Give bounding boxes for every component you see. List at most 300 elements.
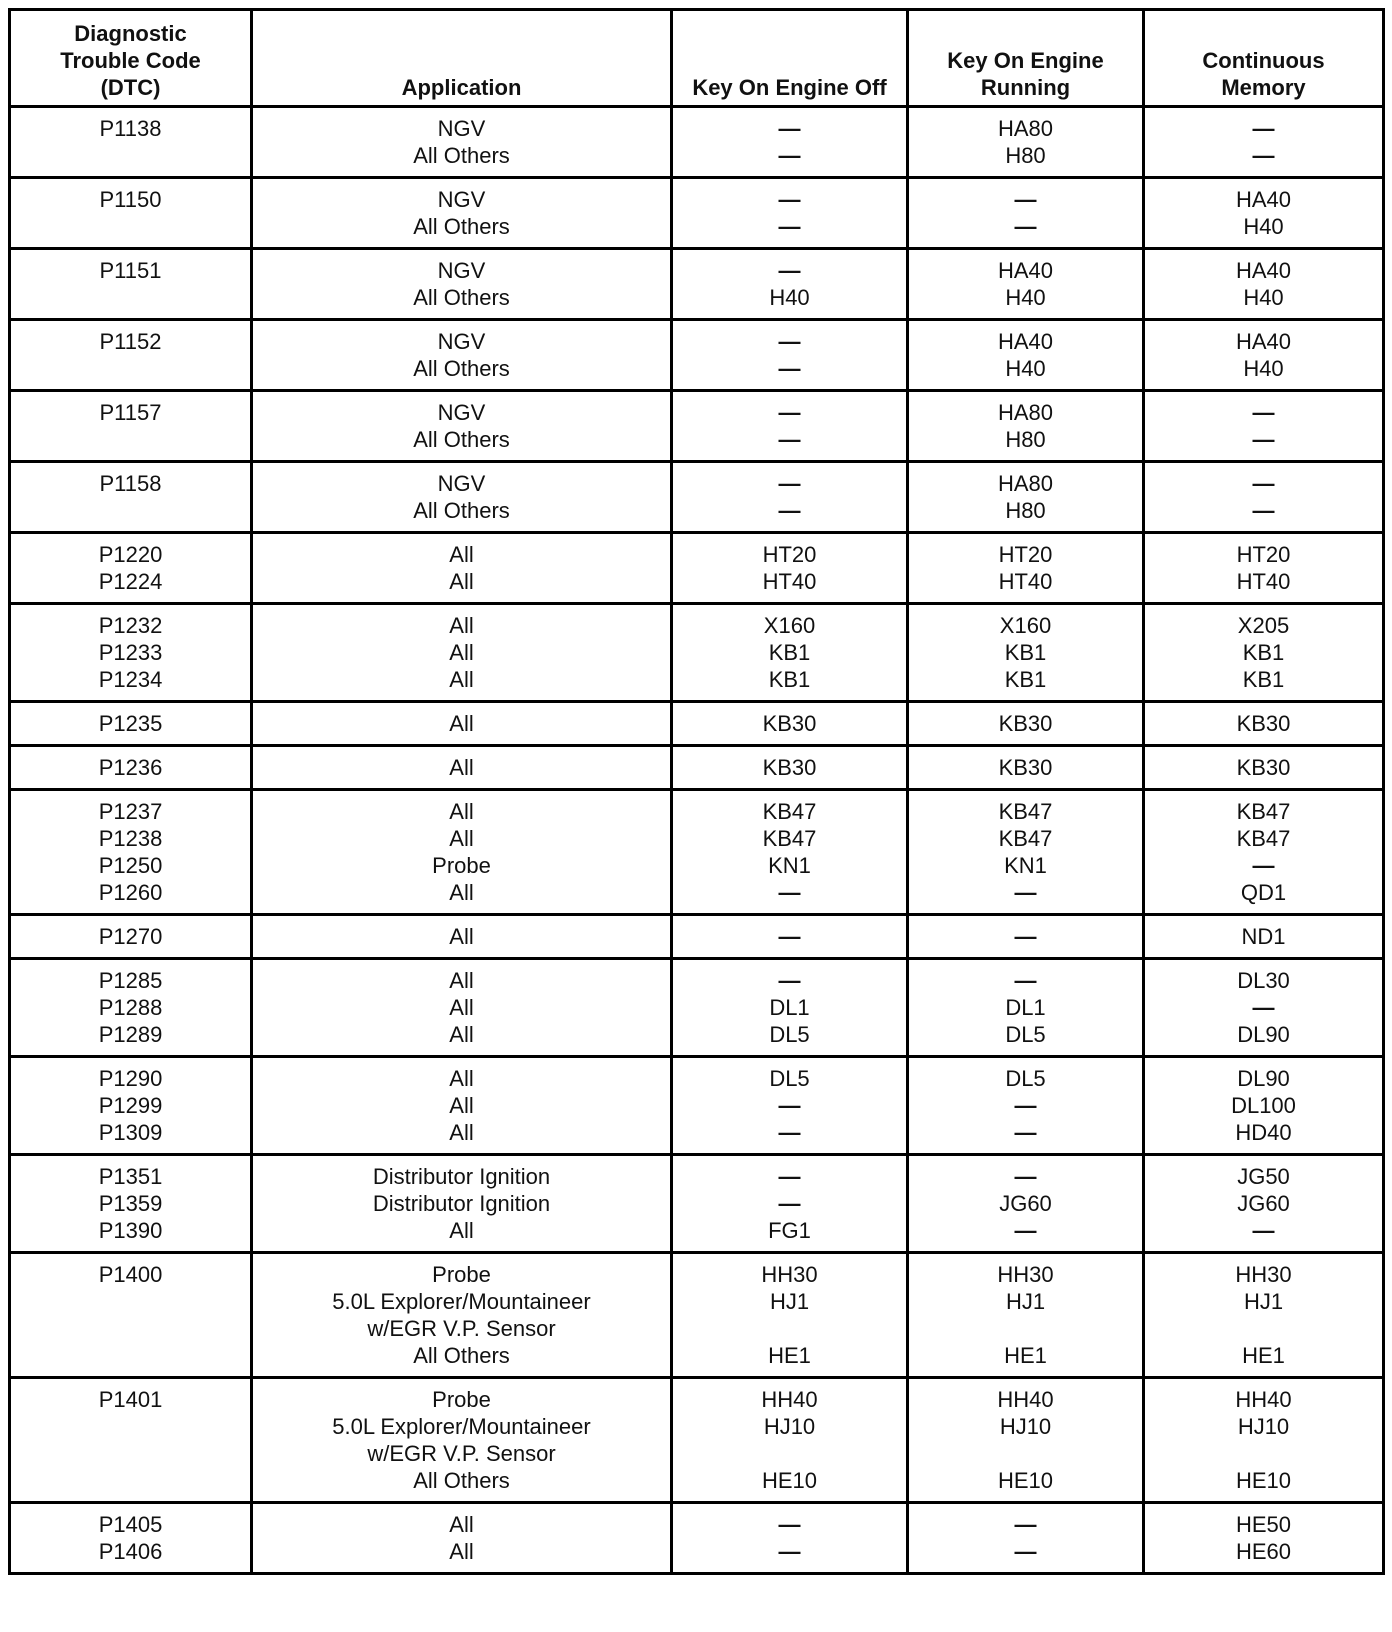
dtc-group [10,533,1384,604]
dtc-cell [10,284,252,320]
key-on-engine-off-cell: DL5 [672,1021,908,1057]
key-on-engine-running-cell: HA80 [908,107,1144,143]
dtc-cell: P1150 [10,178,252,214]
key-on-engine-off-cell: KB1 [672,639,908,666]
continuous-memory-cell: DL30 [1144,959,1384,995]
application-cell [252,249,672,285]
key-on-engine-running-cell: KB1 [908,639,1144,666]
application-cell [252,1155,672,1191]
application-line: All Others [413,1343,510,1368]
application-cell [252,568,672,604]
table-row [10,107,1384,143]
dtc-cell [10,142,252,178]
key-on-engine-running-cell: HE1 [908,1342,1144,1378]
application-line: All [449,799,474,824]
dtc-cell: P1233 [10,639,252,666]
continuous-memory-cell: HE60 [1144,1538,1384,1574]
table-row [10,604,1384,640]
application-line: 5.0L Explorer/Mountaineer [332,1289,591,1314]
header-key-on-engine-off: Key On Engine Off [672,10,908,107]
application-line: All [449,711,474,736]
dtc-group [10,959,1384,1057]
key-on-engine-off-cell: — [672,1155,908,1191]
key-on-engine-running-cell: — [908,1155,1144,1191]
key-on-engine-running-cell: KB30 [908,746,1144,790]
dtc-group [10,1253,1384,1378]
dtc-cell: P1152 [10,320,252,356]
key-on-engine-off-cell: — [672,355,908,391]
dtc-cell: P1309 [10,1119,252,1155]
continuous-memory-cell: JG50 [1144,1155,1384,1191]
continuous-memory-cell: KB1 [1144,666,1384,702]
application-cell [252,639,672,666]
table-row [10,1190,1384,1217]
continuous-memory-cell: HA40 [1144,178,1384,214]
dtc-table [8,8,1385,1575]
key-on-engine-running-cell: — [908,959,1144,995]
application-cell [252,1217,672,1253]
application-cell [252,915,672,959]
key-on-engine-off-cell: — [672,213,908,249]
application-line: All [449,968,474,993]
key-on-engine-off-cell: — [672,142,908,178]
dtc-cell [10,426,252,462]
dtc-cell: P1224 [10,568,252,604]
application-cell [252,1092,672,1119]
application-cell [252,1378,672,1414]
dtc-cell [10,355,252,391]
dtc-group [10,462,1384,533]
dtc-group [10,702,1384,746]
application-cell [252,178,672,214]
dtc-cell: P1359 [10,1190,252,1217]
key-on-engine-running-cell: DL5 [908,1021,1144,1057]
continuous-memory-cell: KB30 [1144,746,1384,790]
application-cell [252,391,672,427]
key-on-engine-off-cell: — [672,462,908,498]
dtc-group [10,746,1384,790]
key-on-engine-off-cell: KB47 [672,825,908,852]
application-line: Probe [432,853,491,878]
dtc-cell: P1285 [10,959,252,995]
application-cell [252,1190,672,1217]
application-line: Distributor Ignition [372,1191,551,1216]
key-on-engine-running-cell: KB47 [908,790,1144,826]
application-cell [252,1253,672,1289]
key-on-engine-off-cell: HH30 [672,1253,908,1289]
table-row [10,320,1384,356]
key-on-engine-running-cell: — [908,915,1144,959]
key-on-engine-off-cell: — [672,879,908,915]
application-line: All [449,569,474,594]
continuous-memory-cell: — [1144,462,1384,498]
header-key-on-engine-running: Key On Engine Running [908,10,1144,107]
continuous-memory-cell: HA40 [1144,320,1384,356]
application-line: All [449,1120,474,1145]
application-line: All [449,755,474,780]
dtc-cell: P1138 [10,107,252,143]
continuous-memory-cell: KB30 [1144,702,1384,746]
key-on-engine-running-cell: DL1 [908,994,1144,1021]
application-cell [252,1021,672,1057]
application-line: All [449,1218,474,1243]
key-on-engine-off-cell: HJ10 [672,1413,908,1467]
dtc-cell: P1390 [10,1217,252,1253]
key-on-engine-off-cell: — [672,1190,908,1217]
key-on-engine-running-cell: HA80 [908,462,1144,498]
key-on-engine-off-cell: X160 [672,604,908,640]
continuous-memory-cell: HH40 [1144,1378,1384,1414]
dtc-cell: P1289 [10,1021,252,1057]
key-on-engine-off-cell: HT20 [672,533,908,569]
table-row [10,879,1384,915]
table-row [10,1092,1384,1119]
application-cell [252,497,672,533]
application-line: NGV [437,400,486,425]
application-cell [252,852,672,879]
dtc-cell: P1288 [10,994,252,1021]
dtc-group [10,1155,1384,1253]
application-cell [252,1342,672,1378]
key-on-engine-off-cell: DL5 [672,1057,908,1093]
table-row [10,1119,1384,1155]
application-cell [252,702,672,746]
dtc-cell: P1299 [10,1092,252,1119]
dtc-group [10,1057,1384,1155]
application-line: All [449,1539,474,1564]
key-on-engine-off-cell: — [672,1503,908,1539]
application-line: All [449,1093,474,1118]
application-cell [252,1413,672,1467]
continuous-memory-cell: HH30 [1144,1253,1384,1289]
key-on-engine-running-cell: DL5 [908,1057,1144,1093]
application-cell [252,825,672,852]
application-line: NGV [437,471,486,496]
application-line: Probe [432,1387,491,1412]
key-on-engine-off-cell: KN1 [672,852,908,879]
application-cell [252,213,672,249]
application-line: Distributor Ignition [372,1164,551,1189]
application-cell [252,1288,672,1342]
continuous-memory-cell: HE50 [1144,1503,1384,1539]
key-on-engine-running-cell: HA80 [908,391,1144,427]
key-on-engine-off-cell: — [672,1538,908,1574]
application-cell [252,320,672,356]
application-cell [252,994,672,1021]
table-row [10,1538,1384,1574]
dtc-cell: P1235 [10,702,252,746]
continuous-memory-cell: HT20 [1144,533,1384,569]
application-cell [252,604,672,640]
dtc-group [10,604,1384,702]
application-line: All [449,1066,474,1091]
continuous-memory-cell: KB47 [1144,790,1384,826]
continuous-memory-cell: — [1144,497,1384,533]
dtc-cell [10,497,252,533]
application-cell [252,107,672,143]
key-on-engine-off-cell: FG1 [672,1217,908,1253]
key-on-engine-off-cell: HJ1 [672,1288,908,1342]
key-on-engine-running-cell: — [908,1119,1144,1155]
continuous-memory-cell: — [1144,852,1384,879]
table-row [10,533,1384,569]
header-application: Application [252,10,672,107]
continuous-memory-cell: ND1 [1144,915,1384,959]
dtc-cell [10,1467,252,1503]
application-cell [252,1119,672,1155]
continuous-memory-cell: KB47 [1144,825,1384,852]
application-line: All [449,924,474,949]
dtc-cell: P1250 [10,852,252,879]
dtc-cell: P1351 [10,1155,252,1191]
table-row [10,497,1384,533]
key-on-engine-off-cell: KB30 [672,702,908,746]
application-cell [252,533,672,569]
table-row [10,213,1384,249]
table-row [10,959,1384,995]
application-cell [252,1057,672,1093]
table-row [10,1342,1384,1378]
table-row [10,249,1384,285]
continuous-memory-cell: KB1 [1144,639,1384,666]
table-row [10,1467,1384,1503]
application-cell [252,959,672,995]
dtc-cell: P1220 [10,533,252,569]
continuous-memory-cell: HA40 [1144,249,1384,285]
key-on-engine-running-cell: KB30 [908,702,1144,746]
table-row [10,1217,1384,1253]
key-on-engine-off-cell: — [672,915,908,959]
continuous-memory-cell: HD40 [1144,1119,1384,1155]
continuous-memory-cell: H40 [1144,213,1384,249]
table-row [10,666,1384,702]
key-on-engine-running-cell: HJ10 [908,1413,1144,1467]
dtc-cell: P1236 [10,746,252,790]
table-row [10,178,1384,214]
dtc-cell: P1401 [10,1378,252,1414]
application-cell [252,790,672,826]
key-on-engine-running-cell: HH30 [908,1253,1144,1289]
application-line: All Others [413,143,510,168]
continuous-memory-cell: H40 [1144,355,1384,391]
application-cell [252,142,672,178]
continuous-memory-cell: QD1 [1144,879,1384,915]
key-on-engine-running-cell: KB1 [908,666,1144,702]
key-on-engine-off-cell: — [672,107,908,143]
continuous-memory-cell: H40 [1144,284,1384,320]
application-cell [252,462,672,498]
continuous-memory-cell: — [1144,1217,1384,1253]
table-row [10,1413,1384,1467]
dtc-cell: P1232 [10,604,252,640]
key-on-engine-off-cell: — [672,320,908,356]
key-on-engine-running-cell: HT20 [908,533,1144,569]
application-line: NGV [437,187,486,212]
dtc-cell: P1406 [10,1538,252,1574]
application-cell [252,1467,672,1503]
application-line: NGV [437,116,486,141]
table-row [10,1503,1384,1539]
continuous-memory-cell: JG60 [1144,1190,1384,1217]
key-on-engine-off-cell: KB47 [672,790,908,826]
dtc-cell: P1234 [10,666,252,702]
dtc-cell [10,1413,252,1467]
application-line: All [449,995,474,1020]
table-row [10,1155,1384,1191]
continuous-memory-cell: — [1144,426,1384,462]
key-on-engine-running-cell: HJ1 [908,1288,1144,1342]
dtc-cell: P1270 [10,915,252,959]
table-row [10,746,1384,790]
continuous-memory-cell: HT40 [1144,568,1384,604]
application-line: All Others [413,356,510,381]
table-row [10,462,1384,498]
key-on-engine-running-cell: HE10 [908,1467,1144,1503]
dtc-cell [10,1288,252,1342]
header-dtc: Diagnostic Trouble Code (DTC) [10,10,252,107]
table-row [10,994,1384,1021]
key-on-engine-running-cell: JG60 [908,1190,1144,1217]
application-line: All [449,1022,474,1047]
dtc-cell: P1405 [10,1503,252,1539]
dtc-cell: P1237 [10,790,252,826]
dtc-cell: P1238 [10,825,252,852]
continuous-memory-cell: HE1 [1144,1342,1384,1378]
application-line: All [449,1512,474,1537]
application-line: All [449,826,474,851]
key-on-engine-running-cell: KN1 [908,852,1144,879]
table-row [10,1378,1384,1414]
continuous-memory-cell: — [1144,994,1384,1021]
key-on-engine-off-cell: — [672,1092,908,1119]
dtc-group [10,1503,1384,1574]
key-on-engine-running-cell: — [908,1217,1144,1253]
key-on-engine-off-cell: HE1 [672,1342,908,1378]
key-on-engine-off-cell: — [672,497,908,533]
table-row [10,1021,1384,1057]
key-on-engine-running-cell: H80 [908,497,1144,533]
continuous-memory-cell: — [1144,107,1384,143]
continuous-memory-cell: DL90 [1144,1057,1384,1093]
key-on-engine-off-cell: — [672,178,908,214]
dtc-group [10,1378,1384,1503]
application-cell [252,746,672,790]
key-on-engine-off-cell: — [672,426,908,462]
continuous-memory-cell: X205 [1144,604,1384,640]
header-continuous-memory: Continuous Memory [1144,10,1384,107]
key-on-engine-running-cell: — [908,1538,1144,1574]
dtc-table-sheet [8,8,1382,1575]
dtc-cell [10,1342,252,1378]
application-cell [252,879,672,915]
continuous-memory-cell: DL90 [1144,1021,1384,1057]
application-line: NGV [437,258,486,283]
header-row [10,10,1384,107]
key-on-engine-off-cell: H40 [672,284,908,320]
table-row [10,142,1384,178]
key-on-engine-running-cell: — [908,879,1144,915]
application-line: All [449,542,474,567]
dtc-cell: P1260 [10,879,252,915]
application-line: All Others [413,285,510,310]
dtc-group [10,915,1384,959]
continuous-memory-cell: HJ10 [1144,1413,1384,1467]
application-line: w/EGR V.P. Sensor [367,1441,556,1466]
key-on-engine-running-cell: — [908,213,1144,249]
key-on-engine-running-cell: H80 [908,426,1144,462]
table-row [10,852,1384,879]
table-row [10,790,1384,826]
dtc-cell: P1157 [10,391,252,427]
continuous-memory-cell: HJ1 [1144,1288,1384,1342]
application-line: 5.0L Explorer/Mountaineer [332,1414,591,1439]
key-on-engine-off-cell: HH40 [672,1378,908,1414]
table-row [10,284,1384,320]
key-on-engine-running-cell: — [908,1503,1144,1539]
application-line: All [449,880,474,905]
key-on-engine-off-cell: — [672,1119,908,1155]
dtc-group [10,790,1384,915]
application-cell [252,1538,672,1574]
dtc-group [10,320,1384,391]
key-on-engine-running-cell: X160 [908,604,1144,640]
key-on-engine-running-cell: HA40 [908,249,1144,285]
table-row [10,639,1384,666]
continuous-memory-cell: HE10 [1144,1467,1384,1503]
table-row [10,915,1384,959]
key-on-engine-running-cell: HH40 [908,1378,1144,1414]
application-cell [252,666,672,702]
table-row [10,1253,1384,1289]
key-on-engine-off-cell: — [672,249,908,285]
dtc-cell: P1158 [10,462,252,498]
key-on-engine-running-cell: H40 [908,355,1144,391]
key-on-engine-off-cell: — [672,391,908,427]
table-row [10,568,1384,604]
key-on-engine-running-cell: KB47 [908,825,1144,852]
key-on-engine-off-cell: KB30 [672,746,908,790]
application-line: All Others [413,427,510,452]
table-row [10,1288,1384,1342]
dtc-group [10,107,1384,178]
application-line: w/EGR V.P. Sensor [367,1316,556,1341]
key-on-engine-off-cell: HE10 [672,1467,908,1503]
dtc-group [10,249,1384,320]
key-on-engine-running-cell: HA40 [908,320,1144,356]
application-line: NGV [437,329,486,354]
key-on-engine-running-cell: — [908,178,1144,214]
application-cell [252,426,672,462]
table-row [10,702,1384,746]
application-line: All [449,667,474,692]
key-on-engine-running-cell: H80 [908,142,1144,178]
dtc-group [10,178,1384,249]
table-row [10,391,1384,427]
key-on-engine-off-cell: HT40 [672,568,908,604]
dtc-group [10,391,1384,462]
table-row [10,1057,1384,1093]
application-cell [252,355,672,391]
key-on-engine-off-cell: KB1 [672,666,908,702]
table-row [10,426,1384,462]
dtc-cell: P1400 [10,1253,252,1289]
dtc-cell [10,213,252,249]
key-on-engine-off-cell: — [672,959,908,995]
dtc-cell: P1290 [10,1057,252,1093]
table-header [10,10,1384,107]
application-cell [252,284,672,320]
application-line: All Others [413,1468,510,1493]
